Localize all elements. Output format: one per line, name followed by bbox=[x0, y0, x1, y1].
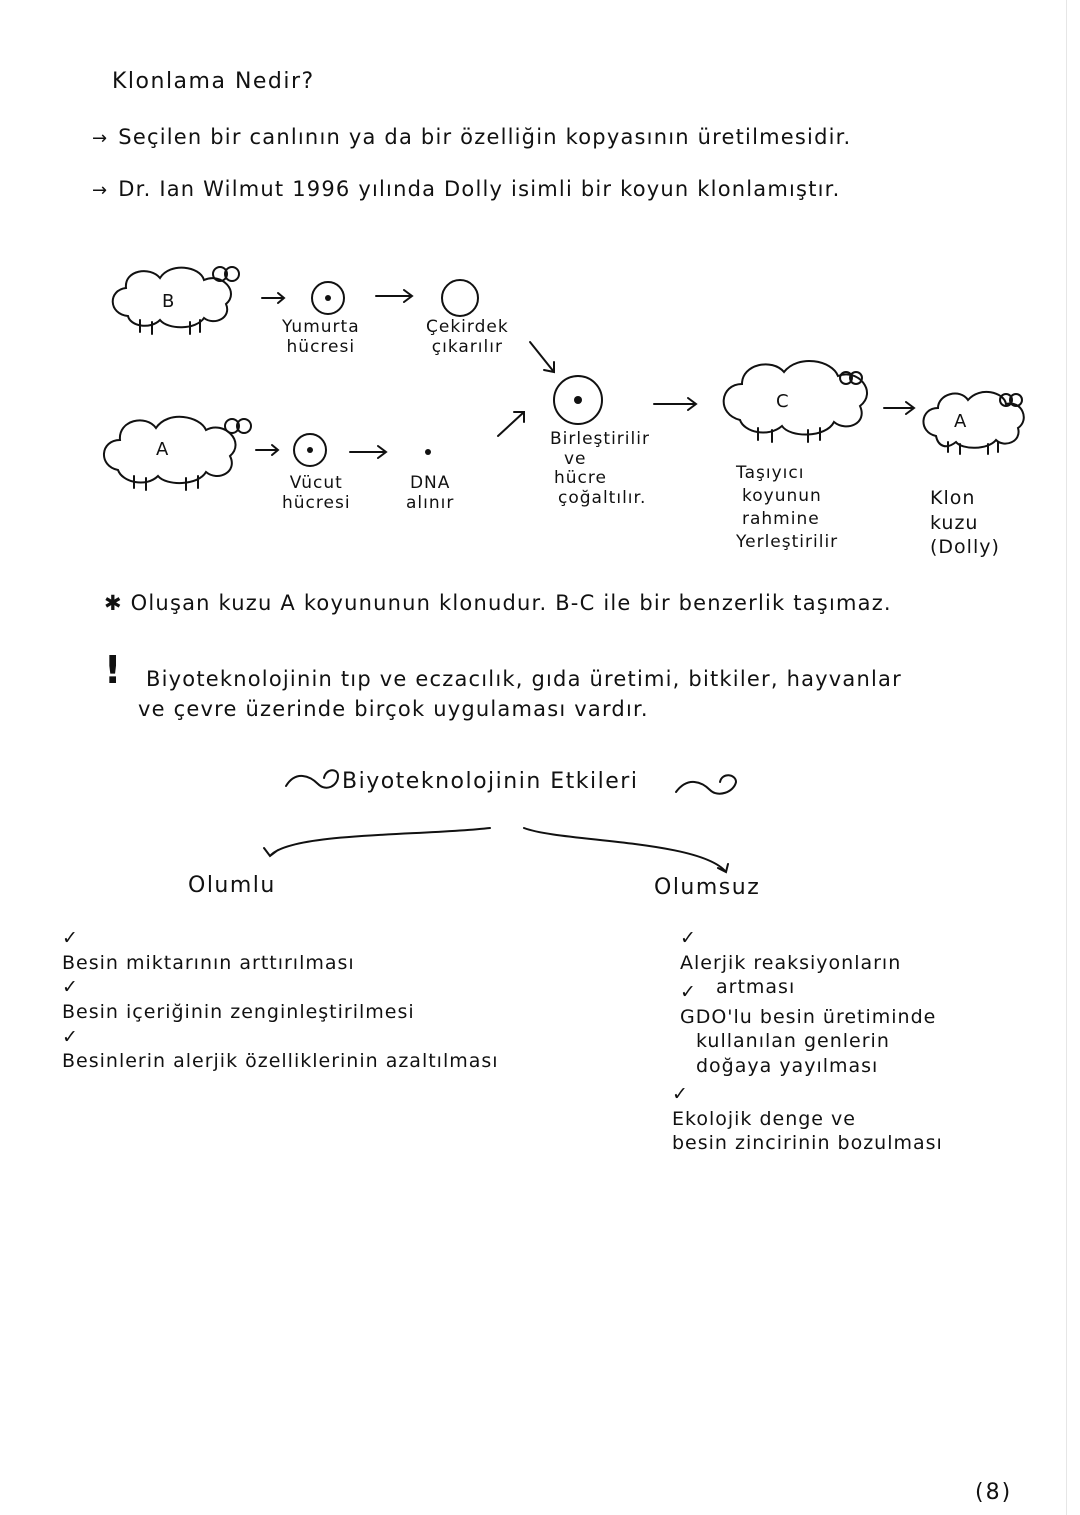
arrow-right-icon bbox=[350, 446, 386, 458]
body-cell-label bbox=[282, 474, 351, 513]
nucleus-removed-label bbox=[426, 318, 509, 357]
surrogate-line: Taşıyıcı bbox=[736, 463, 805, 483]
combined-line: çoğaltılır. bbox=[558, 487, 647, 508]
combined-line: ve bbox=[564, 448, 587, 469]
biotech-note-line-2: ve çevre üzerinde birçok uygulaması vardır. bbox=[138, 697, 649, 721]
arrow-right-icon bbox=[376, 290, 412, 302]
list-item bbox=[680, 980, 936, 1029]
surrogate-label bbox=[736, 462, 838, 554]
nucleus-line: Çekirdek bbox=[426, 317, 509, 337]
dna-dot-icon bbox=[425, 449, 431, 455]
bullet-2-text: Dr. Ian Wilmut 1996 yılında Dolly isimli bir koyun klonlamıştır. bbox=[118, 177, 841, 201]
clone-sheep-label: A bbox=[954, 411, 968, 432]
egg-cell-label bbox=[282, 318, 360, 357]
arrow-up-right-icon bbox=[498, 412, 524, 436]
positive-heading: Olumlu bbox=[188, 873, 276, 898]
list-item bbox=[680, 926, 901, 975]
arrow-right-icon bbox=[884, 402, 914, 414]
body-cell-line: Vücut bbox=[289, 473, 343, 493]
page-number: (8) bbox=[975, 1480, 1013, 1505]
arrow-right-icon: → bbox=[92, 128, 109, 149]
sheep-c-icon bbox=[724, 361, 867, 442]
nucleus-line: çıkarılır bbox=[431, 336, 503, 357]
list-item bbox=[672, 1082, 943, 1131]
checkmark-icon: ✓ bbox=[62, 976, 79, 999]
checkmark-icon: ✓ bbox=[62, 1025, 79, 1048]
asterisk-icon: ✱ bbox=[104, 591, 131, 615]
branch-left-arrow-icon bbox=[264, 828, 490, 856]
clone-line: (Dolly) bbox=[930, 536, 1000, 559]
negative-item-2 bbox=[680, 980, 936, 1079]
biotech-note-line-1: Biyoteknolojinin tıp ve eczacılık, gıda üretimi, bitkiler, hayvanlar bbox=[146, 667, 902, 691]
arrow-down-right-icon bbox=[530, 342, 554, 372]
sheep-b-label: B bbox=[162, 291, 176, 312]
negative-item-3 bbox=[672, 1082, 943, 1156]
empty-cell-icon bbox=[442, 280, 478, 316]
dna-line: DNA bbox=[409, 473, 451, 493]
effects-title: Biyoteknolojinin Etkileri bbox=[342, 769, 639, 794]
arrow-right-icon bbox=[262, 293, 284, 303]
bullet-1-text: Seçilen bir canlının ya da bir özelliğin kopyasının üretilmesidir. bbox=[118, 125, 852, 149]
checkmark-icon: ✓ bbox=[680, 927, 697, 949]
list-item-text: Besin miktarının arttırılması bbox=[62, 951, 355, 974]
list-item-text: besin zincirinin bozulması bbox=[672, 1132, 943, 1155]
list-item-text: Ekolojik denge ve bbox=[672, 1107, 856, 1130]
body-cell-line: hücresi bbox=[282, 492, 351, 513]
list-item-text: artması bbox=[716, 976, 796, 999]
list-item-text: Besin içeriğinin zenginleştirilmesi bbox=[62, 1001, 415, 1024]
list-item bbox=[62, 975, 499, 1024]
sheep-c-label: C bbox=[776, 391, 790, 412]
egg-cell-line: Yumurta bbox=[282, 317, 360, 337]
surrogate-line: Yerleştirilir bbox=[736, 531, 839, 552]
sheep-b-icon bbox=[113, 267, 239, 334]
branch-right-arrow-icon bbox=[524, 828, 728, 872]
negative-heading: Olumsuz bbox=[654, 875, 761, 900]
combined-label bbox=[550, 430, 650, 508]
list-item-text: Besinlerin alerjik özelliklerinin azaltılması bbox=[62, 1050, 499, 1073]
dna-label bbox=[406, 474, 454, 513]
list-item bbox=[62, 1025, 499, 1074]
surrogate-line: rahmine bbox=[742, 508, 820, 529]
exclamation-icon: ! bbox=[104, 648, 122, 692]
dna-line: alınır bbox=[406, 492, 455, 513]
clone-note bbox=[104, 592, 892, 615]
list-item-text: Alerjik reaksiyonların bbox=[680, 951, 902, 974]
arrow-right-icon bbox=[256, 445, 278, 455]
egg-cell-line: hücresi bbox=[286, 336, 356, 357]
surrogate-line: koyunun bbox=[742, 485, 822, 506]
squiggle-right-icon bbox=[676, 775, 736, 793]
checkmark-icon: ✓ bbox=[672, 1083, 689, 1105]
combined-line: Birleştirilir bbox=[550, 429, 650, 449]
list-item bbox=[62, 926, 499, 975]
clone-line: kuzu bbox=[930, 511, 979, 534]
sheep-a-icon bbox=[104, 417, 251, 490]
checkmark-icon: ✓ bbox=[680, 981, 697, 1003]
list-item-text: doğaya yayılması bbox=[696, 1055, 879, 1078]
list-item-text: GDO'lu besin üretiminde bbox=[680, 1005, 937, 1028]
combined-line: hücre bbox=[554, 468, 607, 489]
clone-label bbox=[930, 486, 1000, 560]
squiggle-left-icon bbox=[286, 770, 338, 787]
list-item-text: kullanılan genlerin bbox=[696, 1030, 890, 1053]
clone-note-text: Oluşan kuzu A koyununun klonudur. B-C ile bir benzerlik taşımaz. bbox=[130, 591, 892, 615]
clone-lamb-icon bbox=[923, 392, 1023, 454]
arrow-right-icon: → bbox=[92, 180, 109, 201]
checkmark-icon: ✓ bbox=[62, 927, 79, 949]
positive-list bbox=[62, 926, 499, 1074]
arrow-right-icon bbox=[654, 398, 696, 410]
sheep-a-label: A bbox=[156, 439, 170, 460]
clone-line: Klon bbox=[930, 487, 976, 509]
page-title: Klonlama Nedir? bbox=[112, 69, 315, 94]
